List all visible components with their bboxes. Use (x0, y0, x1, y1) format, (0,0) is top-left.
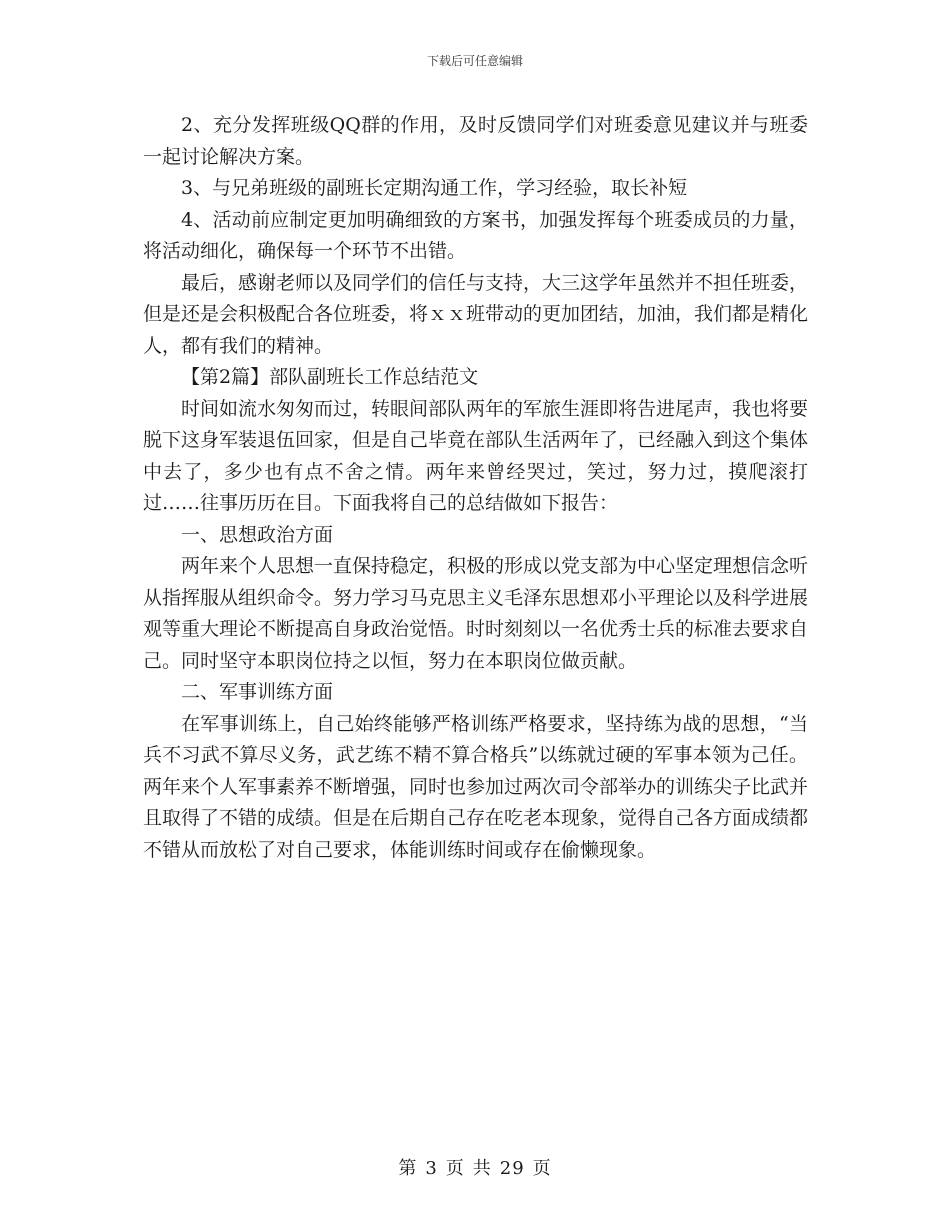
paragraph-item-4: 4、活动前应制定更加明确细致的方案书，加强发挥每个班委成员的力量，将活动细化，确保每一个环节不出错。 (143, 208, 808, 262)
paragraph-closing: 最后，感谢老师以及同学们的信任与支持，大三这学年虽然并不担任班委，但是还是会积极配合各位班委，将ｘｘ班带动的更加团结，加油，我们都是精化人，都有我们的精神。 (143, 271, 809, 357)
paragraph-item-2: 2、充分发挥班级QQ群的作用，及时反馈同学们对班委意见建议并与班委一起讨论解决方案。 (143, 114, 808, 168)
paragraph-training: 在军事训练上，自己始终能够严格训练严格要求，坚持练为战的思想，“当兵不习武不算尽义务，武艺练不精不算合格兵”以练就过硬的军事本领为己任。两年来个人军事素养不断增强，同时也参加过两次司令部举办的训练尖子比武并且取得了不错的成绩。但是在后期自己存在吃老本现象，觉得自己各方面成绩都不错从而放松了对自己要求，体能训练时间或存在偷懒现象。 (143, 712, 809, 861)
paragraph-political: 两年来个人思想一直保持稳定，积极的形成以党支部为中心坚定理想信念听从指挥服从组织命令。努力学习马克思主义毛泽东思想邓小平理论以及科学进展观等重大理论不断提高自身政治觉悟。时时刻刻以一名优秀士兵的标准去要求自己。同时坚守本职岗位持之以恒，努力在本职岗位做贡献。 (143, 555, 809, 672)
heading-political: 一、思想政治方面 (181, 523, 334, 546)
paragraph-item-3: 3、与兄弟班级的副班长定期沟通工作，学习经验，取长补短 (181, 177, 688, 199)
page-footer (0, 1154, 950, 1180)
footer-gong: 共 (472, 1158, 492, 1179)
paragraph-intro: 时间如流水匆匆而过，转眼间部队两年的军旅生涯即将告进尾声，我也将要脱下这身军装退伍回家，但是自己毕竟在部队生活两年了，已经融入到这个集体中去了，多少也有点不舍之情。两年来曾经哭过，笑过，努力过，摸爬滚打过……往事历历在目。下面我将自己的总结做如下报告： (143, 397, 809, 514)
footer-ye2: 页 (532, 1158, 552, 1179)
page-header: 下载后可任意编辑 (426, 54, 523, 68)
footer-page-number: 3 (425, 1158, 438, 1179)
section-title: 【第2篇】部队副班长工作总结范文 (181, 366, 479, 388)
footer-di: 第 (398, 1158, 418, 1179)
heading-training: 二、军事训练方面 (181, 681, 334, 703)
document-body (143, 110, 808, 866)
footer-ye: 页 (445, 1158, 465, 1179)
footer-total-pages: 29 (499, 1158, 525, 1179)
